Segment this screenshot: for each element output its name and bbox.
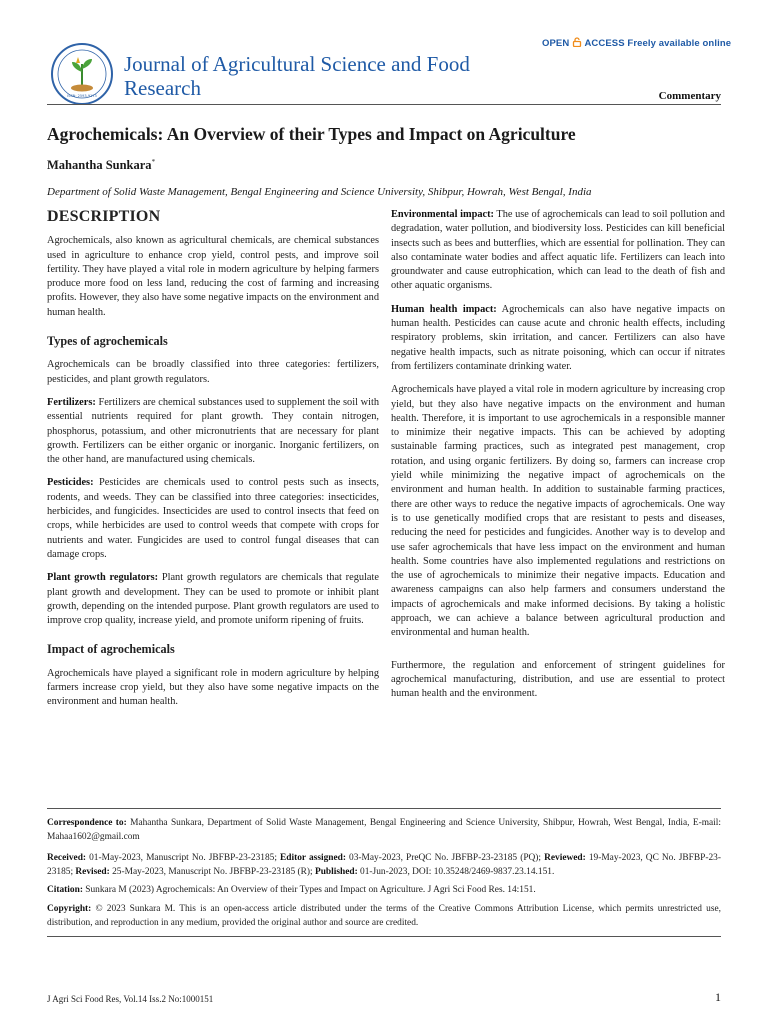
- author-mark: *: [151, 158, 156, 166]
- open-access-badge: [542, 37, 731, 49]
- received-text: 01-May-2023, Manuscript No. JBFBP-23-23185;: [86, 853, 281, 863]
- open-access-label: OPEN: [542, 38, 570, 49]
- editor-assigned-text: 03-May-2023, PreQC No. JBFBP-23-23185 (PQ);: [345, 853, 545, 863]
- freely-available-label: Freely available online: [627, 38, 732, 49]
- paragraph-environmental-impact: [391, 208, 725, 294]
- paragraph-role: Agrochemicals have played a vital role in modern agriculture by increasing crop yield, but they also have negative impacts on the environment and human health. Therefore, it is important to use agrochemicals in a responsible manner to minimize their negative impacts. This can be achieved by adopting sustainable farming practices, such as integrated pest management, crop rotation, and using organic fertilizers. By doing so, farmers can increase crop yield while minimizing the negative impact of agrochemicals on the environment and human health. In addition to sustainable farming practices, there are other ways to reduce the negative impacts of agrochemicals. One way is to use genetically modified crops that are resistant to pests and diseases, reducing the need for pesticides and fungicides. Another way is to develop and use safer agrochemicals that have less impact on the environment and human health. Some countries have also implemented regulations and restrictions on the use of agrochemicals to minimize their negative impacts. Education and awareness campaigns can also help farmers and consumers understand the impacts of agrochemicals and make informed decisions. By taking a holistic approach, we can achieve a balance between agricultural production and environmental and human health.: [391, 384, 725, 639]
- editor-assigned-label: Editor assigned:: [280, 853, 346, 863]
- open-lock-icon: [572, 37, 582, 47]
- reviewed-label: Reviewed:: [544, 853, 586, 863]
- lead-growth-regulators: Plant growth regulators:: [47, 572, 159, 584]
- published-label: Published:: [314, 867, 358, 877]
- lead-environmental-impact: Environmental impact:: [391, 209, 494, 220]
- citation: [47, 883, 721, 897]
- text-pesticides: Pesticides are chemicals used to control pests such as insects, rodents, and weeds. They can be classified into three categories: insecticides, herbicides, and fungicides. Insecticides are used to control insects that feed on crops, while herbicides are used to control weeds that compete with crops for nutrients and water. Fungicides are used to control fungal diseases that can damage crops.: [47, 477, 379, 560]
- published-text: 01-Jun-2023, DOI: 10.35248/2469-9837.23.14.151.: [357, 867, 555, 877]
- article-type: Commentary: [658, 90, 721, 102]
- citation-text: Sunkara M (2023) Agrochemicals: An Overview of their Types and Impact on Agriculture. J Agri Sci Food Res. 14:151.: [82, 885, 536, 895]
- revised-text: 25-May-2023, Manuscript No. JBFBP-23-23185 (R);: [109, 867, 315, 877]
- right-column: [391, 208, 725, 711]
- citation-label: Citation:: [47, 885, 83, 895]
- section-heading-types: Types of agrochemicals: [47, 334, 168, 349]
- copyright: [47, 902, 721, 930]
- left-column: [47, 208, 379, 719]
- logo-issn: ISSN: 2593-9173: [67, 94, 97, 98]
- lead-human-health-impact: Human health impact:: [391, 303, 497, 315]
- correspondence-text: Mahantha Sunkara, Department of Solid Waste Management, Bengal Engineering and Science University, Shibpur, Howrah, West Bengal, India, E-mail: Mahaa1602@gmail.com: [47, 818, 721, 842]
- correspondence-label: Correspondence to:: [47, 818, 127, 828]
- copyright-label: Copyright:: [47, 904, 92, 914]
- lead-pesticides: Pesticides:: [47, 477, 94, 489]
- page-number: 1: [715, 990, 721, 1004]
- section-heading-description: DESCRIPTION: [47, 208, 161, 225]
- paragraph-human-health-impact: [391, 303, 725, 374]
- revised-label: Revised:: [75, 867, 110, 877]
- article-history: [47, 851, 721, 879]
- footer-divider-top: [47, 808, 721, 809]
- text-human-health-impact: Agrochemicals can also have negative impacts on human health. Pesticides can cause acute and chronic health effects, including respiratory problems, skin irritation, and cancer. Fertilizers can also have negative health impacts, such as nitrate poisoning, which can occur if nitrates from fertilizers contaminate drinking water.: [391, 303, 725, 372]
- access-label: ACCESS: [584, 38, 625, 49]
- author-affiliation: Department of Solid Waste Management, Bengal Engineering and Science University, Shibpur, Howrah, West Bengal, India: [47, 186, 592, 198]
- footer-divider-bottom: [47, 936, 721, 937]
- journal-logo: [50, 42, 114, 106]
- page-reference: J Agri Sci Food Res, Vol.14 Iss.2 No:1000151: [47, 994, 214, 1004]
- received-label: Received:: [47, 853, 87, 863]
- article-title: Agrochemicals: An Overview of their Types and Impact on Agriculture: [47, 124, 576, 144]
- paragraph-impact: Agrochemicals have played a significant role in modern agriculture by helping farmers increase crop yield, but they also have some negative impacts on the environment and human health.: [47, 667, 379, 708]
- header-divider: [47, 104, 721, 105]
- journal-title[interactable]: Journal of Agricultural Science and Food Research: [124, 52, 470, 100]
- paragraph-types: Agrochemicals can be broadly classified into three categories: fertilizers, pesticides, and plant growth regulators.: [47, 359, 379, 385]
- author-name-text: Mahantha Sunkara: [47, 158, 152, 173]
- paragraph-fertilizers: [47, 396, 379, 467]
- paragraph-growth-regulators: [47, 571, 379, 628]
- paragraph-pesticides: [47, 476, 379, 562]
- paragraph-intro: Agrochemicals, also known as agricultural chemicals, are chemical substances used in agriculture to enhance crop yield, control pests, and improve soil fertility. They have played a vital role in modern agriculture by helping farmers produce more food on less land, reducing the cost of farming and increasing profits. However, they also have some negative impacts on the environment and human health.: [47, 235, 379, 318]
- lead-fertilizers: Fertilizers:: [47, 396, 96, 408]
- author-name: [47, 158, 155, 173]
- paragraph-furthermore: Furthermore, the regulation and enforcement of stringent guidelines for agrochemical manufacturing, distribution, and use are essential to protect human health and the environment.: [391, 659, 725, 700]
- copyright-text: © 2023 Sunkara M. This is an open-access article distributed under the terms of the Creative Commons Attribution License, which permits unrestricted use, distribution, and reproduction in any medium, provided the original author and source are credited.: [47, 904, 721, 928]
- section-heading-impact: Impact of agrochemicals: [47, 642, 175, 657]
- reviewed-text: 19-May-2023, QC No. JBFBP-23-23185;: [47, 853, 721, 877]
- text-growth-regulators: Plant growth regulators are chemicals that regulate plant growth and development. They can be used to promote or inhibit plant growth, depending on the intended purpose. Plant growth regulators are used to improve crop quality, increase yield, and promote uniform ripening of fruits.: [47, 572, 379, 627]
- text-environmental-impact: The use of agrochemicals can lead to soil pollution and degradation, water pollution, and biodiversity loss. Pesticides can kill beneficial insects such as bees and butterflies, which are essential for pollination. They can also contaminate water bodies and affect aquatic life. Fertilizers can leach into groundwater and cause eutrophication, which can lead to the death of fish and other aquatic organisms.: [391, 209, 725, 292]
- text-fertilizers: Fertilizers are chemical substances used to supplement the soil with essential nutrients required for plant growth. They contain nitrogen, phosphorus, potassium, and other micronutrients that are necessary for plant growth. Fertilizers can be either organic or inorganic. Inorganic fertilizers, on the other hand, are manufactured using chemicals.: [47, 396, 379, 466]
- correspondence: [47, 816, 721, 844]
